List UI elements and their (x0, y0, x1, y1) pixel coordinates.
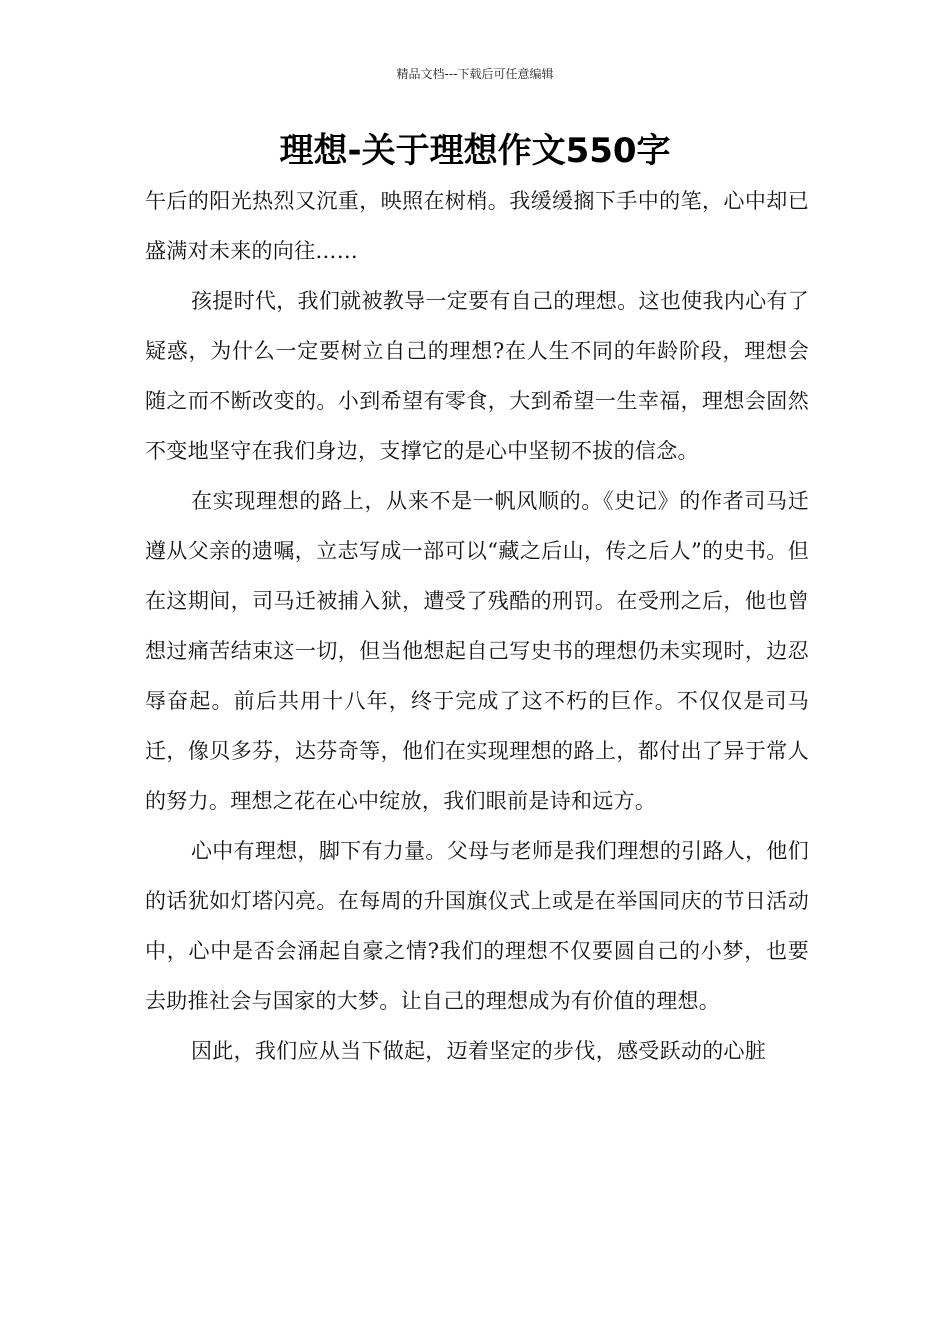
document-body (145, 176, 809, 1076)
paragraph-5: 因此，我们应从当下做起，迈着坚定的步伐，感受跃动的心脏 (191, 1039, 767, 1063)
paragraph-2: 孩提时代，我们就被教导一定要有自己的理想。这也使我内心有了疑惑，为什么一定要树立自己的理想?在人生不同的年龄阶段，理想会随之而不断改变的。小到希望有零食，大到希望一生幸福，理想会固然不变地坚守在我们身边，支撑它的是心中坚韧不拔的信念。 (145, 289, 809, 463)
header-note: 精品文档---下载后可任意编辑 (396, 67, 554, 81)
document-title: 理想-关于理想作文550字 (279, 131, 671, 171)
paragraph-1: 午后的阳光热烈又沉重，映照在树梢。我缓缓搁下手中的笔，心中却已盛满对未来的向往…… (145, 189, 809, 263)
paragraph-4: 心中有理想，脚下有力量。父母与老师是我们理想的引路人，他们的话犹如灯塔闪亮。在每周的升国旗仪式上或是在举国同庆的节日活动中，心中是否会涌起自豪之情?我们的理想不仅要圆自己的小梦，也要去助推社会与国家的大梦。让自己的理想成为有价值的理想。 (145, 839, 809, 1013)
paragraph-3: 在实现理想的路上，从来不是一帆风顺的。《史记》的作者司马迁遵从父亲的遗嘱，立志写成一部可以“藏之后山，传之后人”的史书。但在这期间，司马迁被捕入狱，遭受了残酷的刑罚。在受刑之后，他也曾想过痛苦结束这一切，但当他想起自己写史书的理想仍未实现时，边忍辱奋起。前后共用十八年，终于完成了这不朽的巨作。不仅仅是司马迁，像贝多芬，达芬奇等，他们在实现理想的路上，都付出了异于常人的努力。理想之花在心中绽放，我们眼前是诗和远方。 (145, 489, 809, 813)
